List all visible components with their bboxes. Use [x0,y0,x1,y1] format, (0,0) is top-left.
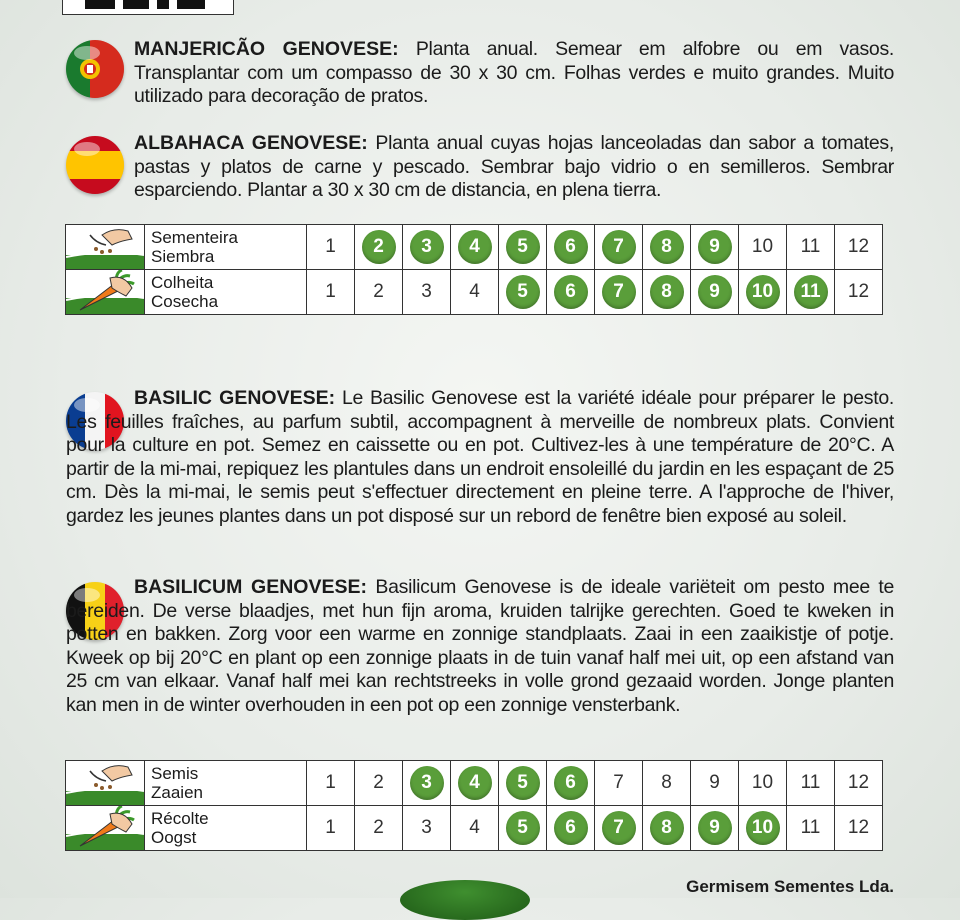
calendar-table-pt-es [65,224,883,315]
month-cell [547,761,595,806]
month-cell [835,761,883,806]
harvest-carrot-icon [66,806,145,851]
month-cell [403,270,451,315]
be-title: BASILICUM GENOVESE: [134,576,367,598]
calendar-label-line1: Récolte [151,809,209,828]
month-cell [739,225,787,270]
month-cell [451,761,499,806]
calendar-row-label [145,270,307,315]
pt-text: Planta anual. Semear em alfobre ou em vasos. Transplantar com um compasso de 30 x 30 cm. Folhas verdes e muito grandes. Muito utilizado para decoração de pratos. [134,38,895,107]
month-number: 7 [613,772,624,793]
month-number: 10 [746,811,780,845]
month-number: 11 [800,236,821,257]
month-number: 6 [554,766,588,800]
month-number: 4 [469,281,480,302]
harvest-carrot-icon [66,270,145,315]
month-number: 5 [506,275,540,309]
month-number: 2 [373,817,384,838]
month-number: 2 [373,281,384,302]
month-number: 12 [847,281,870,302]
fr-text: Le Basilic Genovese est la variété idéale pour préparer le pesto. Les feuilles fraîches, au parfum subtil, accompagnent à merveille de nombreux plats. Convient pour la culture en pot. Semez en caissette ou en pot. Cultivez-les à une température de 20°C. A partir de la mi-mai, repiquez les plantules dans un endroit ensoleillé du jardin en les espaçant de 25 cm. Dès la mi-mai, le semis peut s'effectuer directement en pleine terre. A l'approche de l'hiver, gardez les jeunes plantes dans un pot disposé sur un rebord de fenêtre bien exposé au soleil. [66,387,894,527]
month-cell [499,225,547,270]
month-cell [739,806,787,851]
month-cell [835,806,883,851]
month-number: 12 [847,817,870,838]
month-number: 2 [362,230,396,264]
month-number: 8 [650,275,684,309]
month-cell [595,225,643,270]
fr-description [66,387,894,528]
month-number: 1 [325,772,336,793]
month-number: 11 [794,275,828,309]
month-number: 9 [709,772,720,793]
calendar-label-line2: Cosecha [151,292,219,311]
month-number: 1 [325,817,336,838]
month-cell [499,270,547,315]
month-cell [307,270,355,315]
month-cell [691,806,739,851]
pt-title: MANJERICÃO GENOVESE: [134,38,399,60]
calendar-row [66,225,883,270]
month-cell [307,761,355,806]
month-cell [355,270,403,315]
month-number: 2 [373,772,384,793]
month-cell [403,761,451,806]
month-number: 11 [800,772,821,793]
month-cell [643,806,691,851]
month-number: 10 [751,236,774,257]
month-cell [595,806,643,851]
month-number: 8 [661,772,672,793]
brand-logo [62,0,234,15]
month-cell [787,761,835,806]
month-cell [643,270,691,315]
sowing-hand-icon [66,761,145,806]
month-number: 4 [458,230,492,264]
calendar-row [66,270,883,315]
month-cell [355,761,403,806]
month-cell [643,225,691,270]
month-number: 7 [602,230,636,264]
month-cell [691,225,739,270]
month-cell [547,225,595,270]
month-number: 4 [469,817,480,838]
month-cell [547,270,595,315]
month-number: 6 [554,230,588,264]
month-number: 10 [751,772,774,793]
month-cell [787,806,835,851]
es-text: Planta anual cuyas hojas lanceoladas dan sabor a tomates, pastas y platos de carne y pescado. Sembrar bajo vidrio o en semilleros. Sembrar esparciendo. Plantar a 30 x 30 cm de distancia, en plena tierra. [134,132,894,201]
month-cell [739,270,787,315]
month-number: 8 [650,230,684,264]
calendar-table-fr-be [65,760,883,851]
month-number: 4 [458,766,492,800]
month-cell [739,761,787,806]
month-number: 11 [800,817,821,838]
month-number: 5 [506,766,540,800]
es-title: ALBAHACA GENOVESE: [134,132,368,154]
month-cell [499,761,547,806]
be-description [66,576,894,717]
month-number: 7 [602,811,636,845]
month-cell [643,761,691,806]
month-cell [547,806,595,851]
month-number: 3 [421,817,432,838]
month-number: 1 [325,236,336,257]
month-number: 5 [506,811,540,845]
month-cell [595,270,643,315]
month-cell [403,225,451,270]
sowing-hand-icon [66,225,145,270]
month-cell [691,761,739,806]
month-cell [691,270,739,315]
month-number: 12 [847,236,870,257]
es-description [134,132,894,203]
month-number: 8 [650,811,684,845]
month-cell [787,270,835,315]
month-cell [499,806,547,851]
month-cell [355,225,403,270]
month-number: 3 [421,281,432,302]
calendar-label-line1: Colheita [151,273,214,292]
be-text: Basilicum Genovese is de ideale variëteit om pesto mee te bereiden. De verse blaadjes, met hun fijn aroma, kruiden talrijke gerechten. Goed te kweken in potten en bakken. Zorg voor een warme en zonnige standplaats. Zaai in een zaaikistje of potje. Kweek op bij 20°C en plant op een zonnige plaats in de tuin vanaf half mei uit, op een afstand van 25 cm van elkaar. Vanaf half mei kan rechtstreeks in volle grond gezaaid worden. Jonge planten kan men in de winter overhouden in een pot op een zonnige vensterbank. [66,576,895,716]
month-cell [835,270,883,315]
brand-badge [400,880,530,920]
calendar-row-label [145,761,307,806]
fr-title: BASILIC GENOVESE: [134,387,336,409]
month-cell [307,806,355,851]
month-number: 12 [847,772,870,793]
spain-flag-icon [66,136,124,194]
calendar-row-label [145,225,307,270]
calendar-label-line1: Sementeira [151,228,238,247]
company-name: Germisem Sementes Lda. [686,877,894,896]
month-cell [835,225,883,270]
calendar-row [66,761,883,806]
calendar-label-line2: Siembra [151,247,215,266]
month-cell [451,806,499,851]
month-number: 9 [698,230,732,264]
month-cell [451,225,499,270]
pt-description [134,38,894,109]
month-cell [355,806,403,851]
month-number: 3 [410,766,444,800]
month-number: 3 [410,230,444,264]
calendar-label-line2: Zaaien [151,783,203,802]
month-cell [403,806,451,851]
calendar-row [66,806,883,851]
month-number: 1 [325,281,336,302]
month-number: 6 [554,811,588,845]
calendar-label-line1: Semis [151,764,199,783]
month-number: 10 [746,275,780,309]
month-number: 9 [698,275,732,309]
month-number: 7 [602,275,636,309]
month-number: 9 [698,811,732,845]
month-cell [595,761,643,806]
portugal-flag-icon [66,40,124,98]
calendar-row-label [145,806,307,851]
month-cell [307,225,355,270]
month-cell [787,225,835,270]
month-cell [451,270,499,315]
month-number: 6 [554,275,588,309]
month-number: 5 [506,230,540,264]
calendar-label-line2: Oogst [151,828,197,847]
